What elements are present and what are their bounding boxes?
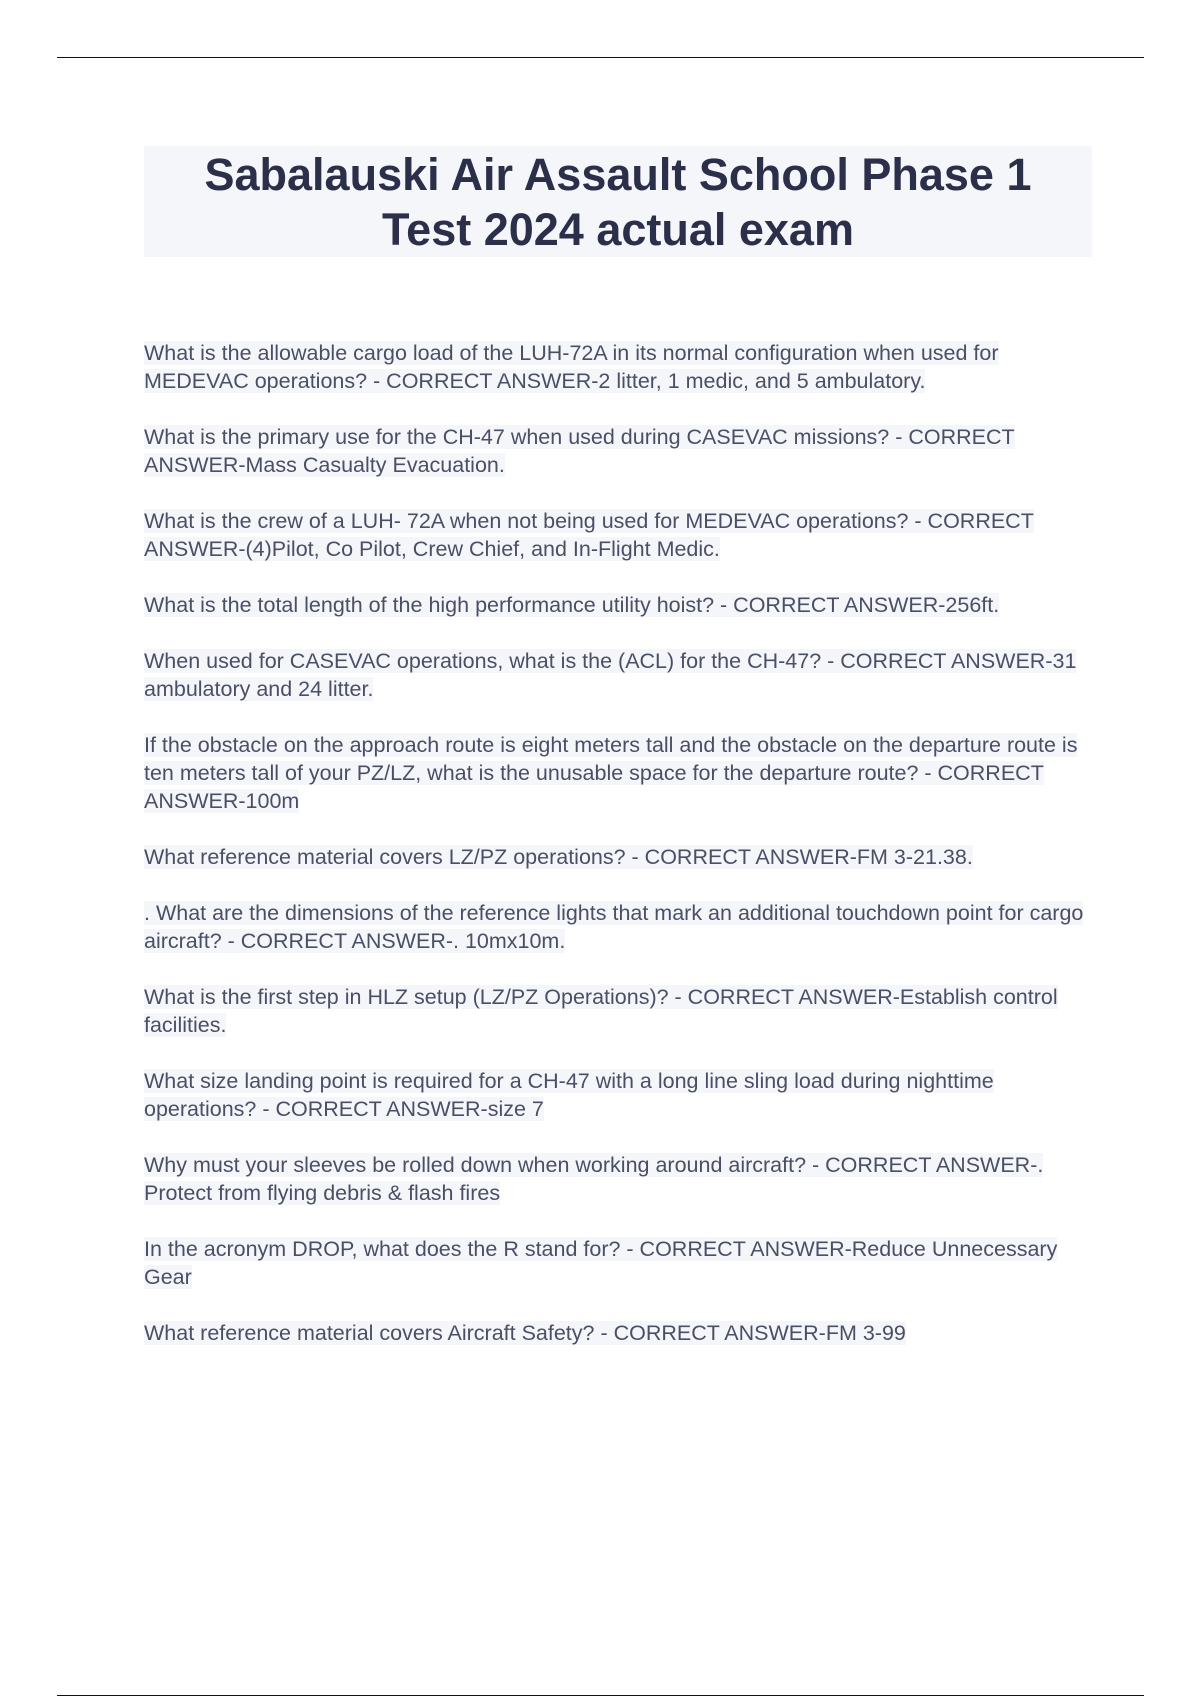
qa-text: Why must your sleeves be rolled down when working around aircraft? - CORRECT ANSWER-. Protect from flying debris & flash fires [144, 1153, 1044, 1205]
title-line-2: Test 2024 actual exam [382, 203, 854, 255]
qa-item-5 [144, 647, 1092, 703]
qa-item-4 [144, 591, 1092, 619]
qa-text: What reference material covers LZ/PZ operations? - CORRECT ANSWER-FM 3-21.38. [144, 845, 973, 869]
qa-text: What is the allowable cargo load of the LUH-72A in its normal configuration when used for MEDEVAC operations? - CORRECT ANSWER-2 litter, 1 medic, and 5 ambulatory. [144, 341, 999, 393]
qa-text: What is the primary use for the CH-47 when used during CASEVAC missions? - CORRECT ANSWER-Mass Casualty Evacuation. [144, 425, 1015, 477]
qa-text: What size landing point is required for a CH-47 with a long line sling load during nighttime operations? - CORRECT ANSWER-size 7 [144, 1069, 994, 1121]
qa-item-12 [144, 1235, 1092, 1291]
qa-item-8 [144, 899, 1092, 955]
qa-item-10 [144, 1067, 1092, 1123]
qa-text: When used for CASEVAC operations, what is the (ACL) for the CH-47? - CORRECT ANSWER-31 ambulatory and 24 litter. [144, 649, 1077, 701]
qa-item-6 [144, 731, 1092, 815]
page-title [205, 147, 1032, 257]
qa-item-11 [144, 1151, 1092, 1207]
qa-text: If the obstacle on the approach route is eight meters tall and the obstacle on the departure route is ten meters tall of your PZ/LZ, what is the unusable space for the departure route? - CORRECT ANSWER-100m [144, 733, 1078, 813]
qa-text: What is the crew of a LUH- 72A when not being used for MEDEVAC operations? - CORRECT ANSWER-(4)Pilot, Co Pilot, Crew Chief, and In-Flight Medic. [144, 509, 1034, 561]
question-answer-list [144, 339, 1092, 1375]
bottom-rule [57, 1695, 1144, 1696]
qa-text: . What are the dimensions of the reference lights that mark an additional touchdown point for cargo aircraft? - CORRECT ANSWER-. 10mx10m. [144, 901, 1084, 953]
title-line-1: Sabalauski Air Assault School Phase 1 [204, 148, 1032, 200]
title-banner [144, 146, 1092, 257]
qa-item-13 [144, 1319, 1092, 1347]
qa-item-7 [144, 843, 1092, 871]
qa-text: What is the total length of the high performance utility hoist? - CORRECT ANSWER-256ft. [144, 593, 1000, 617]
top-rule [57, 57, 1144, 58]
qa-text: In the acronym DROP, what does the R stand for? - CORRECT ANSWER-Reduce Unnecessary Gear [144, 1237, 1058, 1289]
qa-item-1 [144, 339, 1092, 395]
qa-item-3 [144, 507, 1092, 563]
qa-text: What reference material covers Aircraft Safety? - CORRECT ANSWER-FM 3-99 [144, 1321, 906, 1345]
qa-text: What is the first step in HLZ setup (LZ/PZ Operations)? - CORRECT ANSWER-Establish control facilities. [144, 985, 1058, 1037]
qa-item-9 [144, 983, 1092, 1039]
qa-item-2 [144, 423, 1092, 479]
